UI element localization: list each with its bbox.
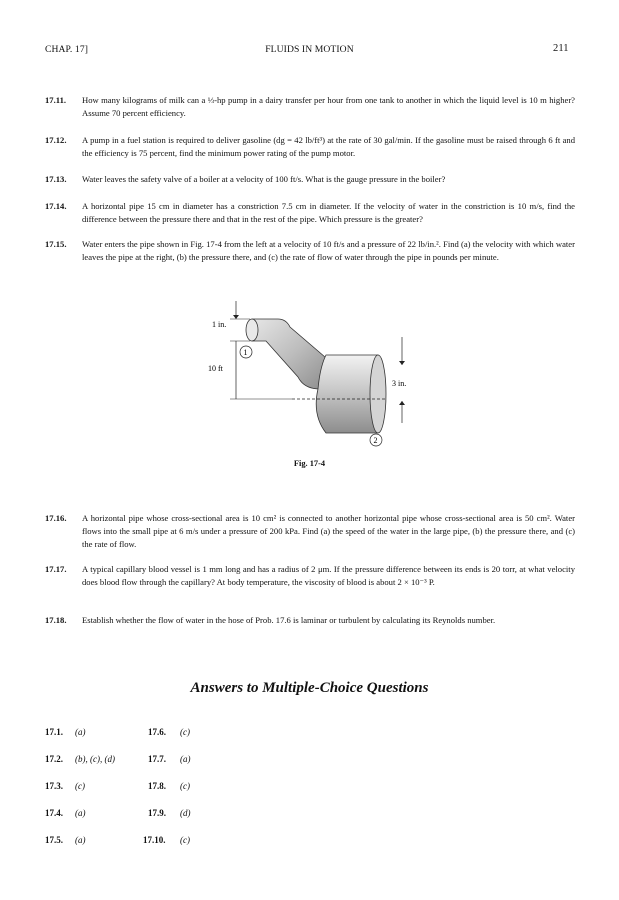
problem-17-12 (45, 134, 575, 160)
problem-number: 17.14. (45, 201, 67, 211)
problem-number: 17.13. (45, 174, 67, 184)
answer-value: (d) (180, 808, 191, 818)
problem-17-11 (45, 94, 575, 120)
problem-text: Establish whether the flow of water in the hose of Prob. 17.6 is laminar or turbulent by calculating its Reynolds number. (82, 615, 496, 625)
answer-value: (c) (180, 781, 190, 791)
problem-17-13 (45, 173, 575, 186)
answer-number: 17.9. (148, 808, 166, 818)
dim-arrowhead (233, 315, 239, 319)
answer-value: (c) (180, 727, 190, 737)
pipe-large-section (316, 355, 378, 433)
problem-17-15 (45, 238, 575, 264)
answer-number: 17.2. (45, 754, 63, 764)
dim-arrowhead (399, 401, 405, 405)
answer-item (45, 754, 115, 764)
problem-number: 17.11. (45, 95, 67, 105)
marker-1: 1 (243, 348, 248, 357)
dim-arrowhead (399, 361, 405, 365)
problem-17-17 (45, 563, 575, 589)
answer-value: (a) (180, 754, 191, 764)
marker-2: 2 (373, 436, 378, 445)
problem-number: 17.17. (45, 564, 67, 574)
answer-number: 17.5. (45, 835, 63, 845)
problem-text: Water leaves the safety valve of a boiler at a velocity of 100 ft/s. What is the gauge pressure in the boiler? (82, 174, 446, 184)
answer-item (148, 808, 191, 818)
label-1in: 1 in. (212, 320, 227, 329)
answer-value: (b), (c), (d) (75, 754, 115, 764)
problem-number: 17.12. (45, 135, 67, 145)
problem-text: A pump in a fuel station is required to deliver gasoline (dg = 42 lb/ft³) at the rate of 30 gal/min. If the gasoline must be raised through 6 ft and the efficiency is 75 percent, find the minimum power rating of the pump motor. (82, 135, 575, 159)
answer-number: 17.10. (143, 835, 166, 845)
answer-value: (c) (180, 835, 190, 845)
answer-value: (a) (75, 727, 86, 737)
answer-item (148, 727, 190, 737)
problem-number: 17.18. (45, 615, 67, 625)
answer-number: 17.4. (45, 808, 63, 818)
answer-number: 17.8. (148, 781, 166, 791)
answer-value: (a) (75, 808, 86, 818)
problem-number: 17.16. (45, 513, 67, 523)
label-3in: 3 in. (392, 379, 407, 388)
label-10ft: 10 ft (208, 364, 223, 373)
page-number: 211 (553, 43, 569, 54)
answer-item (45, 781, 85, 791)
pipe-figure (200, 297, 420, 457)
pipe-outlet (370, 355, 386, 433)
problem-text: A horizontal pipe whose cross-sectional area is 10 cm² is connected to another horizontal pipe whose cross-sectional area is 50 cm². Water flows into the small pipe at 6 m/s under a pressure of 200 kPa. Find (a) the speed of the water in the large pipe, (b) the pressure there, and (c) the rate of flow. (82, 513, 575, 550)
answer-value: (c) (75, 781, 85, 791)
answer-number: 17.7. (148, 754, 166, 764)
problem-17-18 (45, 614, 575, 627)
answer-item (45, 727, 86, 737)
answer-item (45, 835, 86, 845)
answer-item (143, 835, 190, 845)
problem-text: Water enters the pipe shown in Fig. 17-4 from the left at a velocity of 10 ft/s and a pressure of 22 lb/in.². Find (a) the velocity with which water leaves the pipe at the right, (b) the pressure there, and (c) the rate of flow of water through the pipe in pounds per minute. (82, 239, 575, 263)
chapter-label: CHAP. 17] (45, 44, 89, 55)
problem-text: A typical capillary blood vessel is 1 mm long and has a radius of 2 μm. If the pressure difference between its ends is 20 torr, at what velocity does blood flow through the capillary? At body temperature, the viscosity of blood is about 2 × 10⁻³ P. (82, 564, 575, 588)
running-title: FLUIDS IN MOTION (265, 44, 354, 55)
problem-number: 17.15. (45, 239, 67, 249)
problem-17-14 (45, 200, 575, 226)
answer-value: (a) (75, 835, 86, 845)
answer-item (148, 781, 190, 791)
answer-item (148, 754, 191, 764)
figure-caption: Fig. 17-4 (293, 459, 326, 468)
problem-text: How many kilograms of milk can a ⅓-hp pump in a dairy transfer per hour from one tank to another in which the liquid level is 10 m higher? Assume 70 percent efficiency. (82, 95, 575, 119)
answer-number: 17.3. (45, 781, 63, 791)
pipe-inlet (246, 319, 258, 341)
answer-item (45, 808, 86, 818)
problem-text: A horizontal pipe 15 cm in diameter has a constriction 7.5 cm in diameter. If the velocity of water in the constriction is 10 m/s, find the difference between the pressure there and that in the rest of the pipe. Which pressure is the greater? (82, 201, 575, 225)
answer-number: 17.1. (45, 727, 63, 737)
problem-17-16 (45, 512, 575, 552)
answer-number: 17.6. (148, 727, 166, 737)
answers-heading: Answers to Multiple-Choice Questions (190, 680, 429, 696)
